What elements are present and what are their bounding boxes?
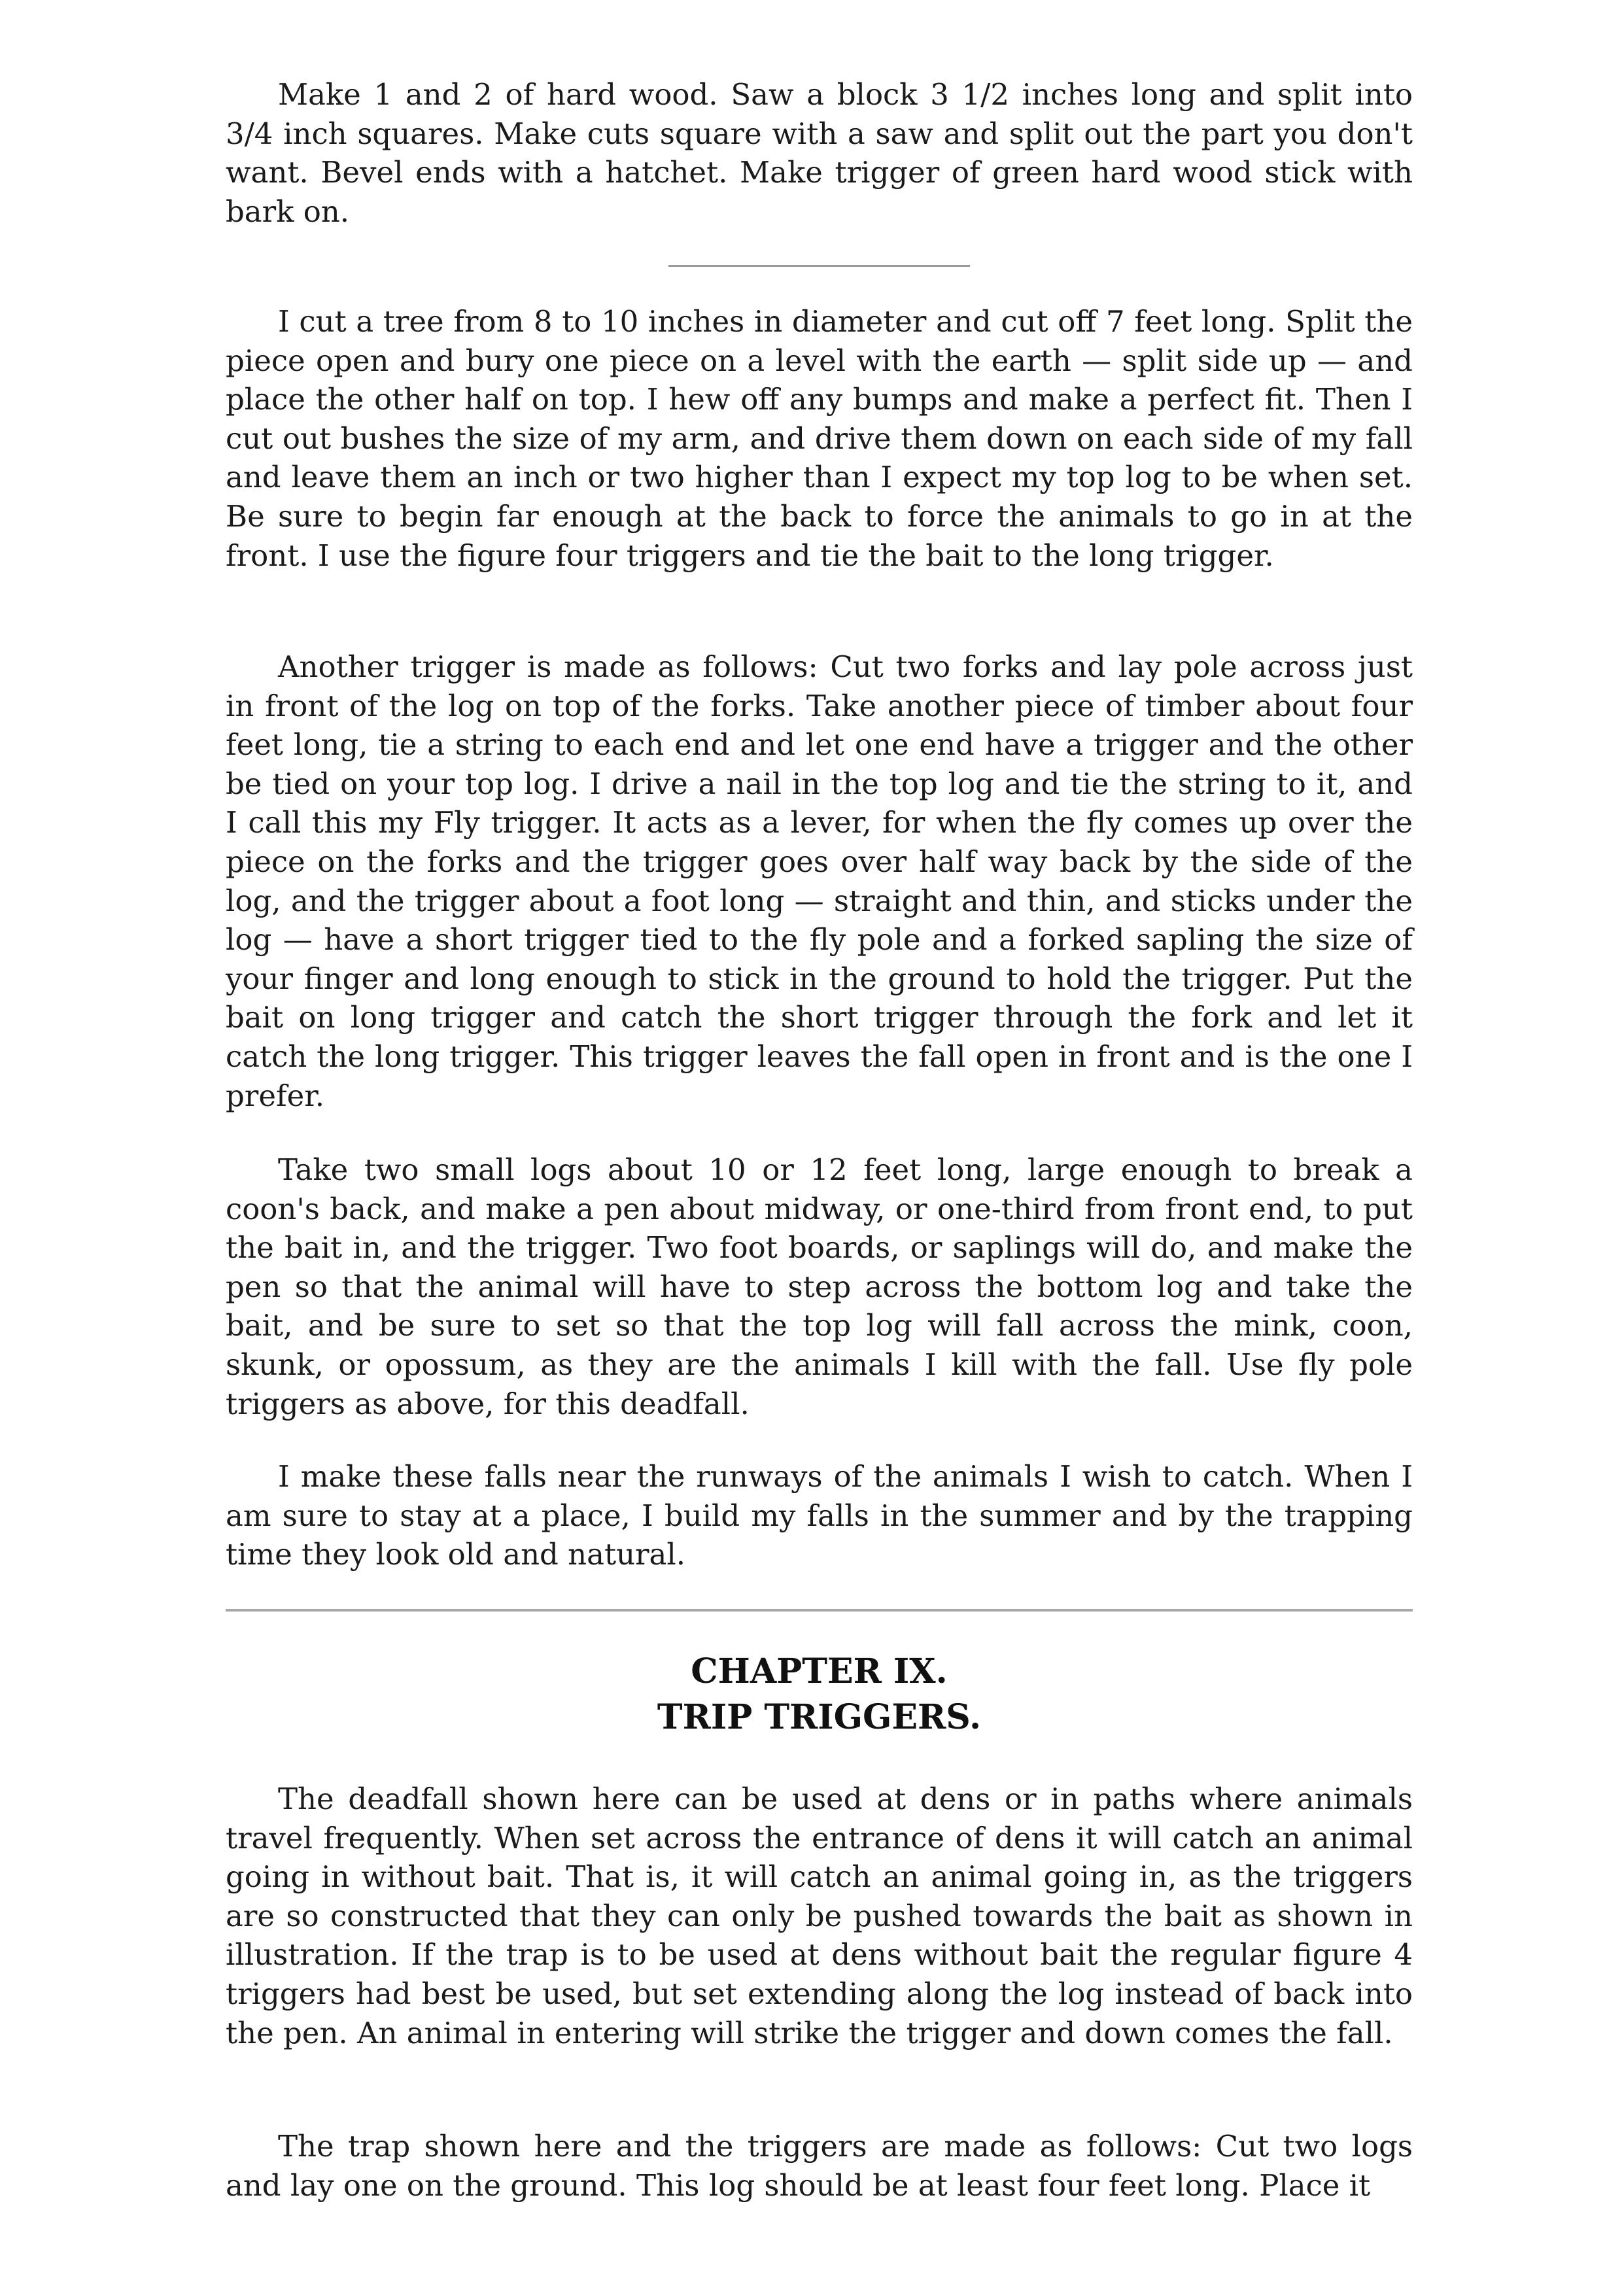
- section-divider-short: [668, 265, 970, 267]
- paragraph-trigger-making: Make 1 and 2 of hard wood. Saw a block 3 1/2 inches long and split into 3/4 inch squares. Make cuts square with a saw and split out the part you don't want. Bevel ends with a hatchet. Make trigger of green hard wood stick with bark on.: [226, 77, 1413, 229]
- paragraph-trap-construction: The trap shown here and the triggers are made as follows: Cut two logs and lay one on the ground. This log should be at least four feet long. Place it: [226, 2129, 1413, 2203]
- chapter-divider: [226, 1609, 1413, 1612]
- paragraph-runways: I make these falls near the runways of the animals I wish to catch. When I am sure to stay at a place, I build my falls in the summer and by the trapping time they look old and natural.: [226, 1459, 1413, 1572]
- paragraph-fly-trigger: Another trigger is made as follows: Cut two forks and lay pole across just in front of the log on top of the forks. Take another piece of timber about four feet long, tie a string to each end and let one end have a trigger and the other be tied on your top log. I drive a nail in the top log and tie the string to it, and I call this my Fly trigger. It acts as a lever, for when the fly comes up over the piece on the forks and the trigger goes over half way back by the side of the log, and the trigger about a foot long — straight and thin, and sticks under the log — have a short trigger tied to the fly pole and a forked sapling the size of your finger and long enough to stick in the ground to hold the trigger. Put the bait on long trigger and catch the short trigger through the fork and let it catch the long trigger. This trigger leaves the fall open in front and is the one I prefer.: [226, 649, 1413, 1113]
- paragraph-deadfall-dens: The deadfall shown here can be used at dens or in paths where animals travel frequently. When set across the entrance of dens it will catch an animal going in without bait. That is, it will catch an animal going in, as the triggers are so constructed that they can only be pushed towards the bait as shown in illustration. If the trap is to be used at dens without bait the regular figure 4 triggers had best be used, but set extending along the log instead of back into the pen. An animal in entering will strike the trigger and down comes the fall.: [226, 1782, 1413, 2050]
- chapter-heading: [226, 1649, 1413, 1740]
- chapter-number: CHAPTER IX.: [691, 1651, 948, 1691]
- paragraph-small-logs: Take two small logs about 10 or 12 feet long, large enough to break a coon's back, and make a pen about midway, or one-third from front end, to put the bait in, and the trigger. Two foot boards, or saplings will do, and make the pen so that the animal will have to step across the bottom log and take the bait, and be sure to set so that the top log will fall across the mink, coon, skunk, or opossum, as they are the animals I kill with the fall. Use fly pole triggers as above, for this deadfall.: [226, 1152, 1413, 1421]
- paragraph-log-fall: I cut a tree from 8 to 10 inches in diameter and cut off 7 feet long. Split the piece open and bury one piece on a level with the earth — split side up — and place the other half on top. I hew off any bumps and make a perfect fit. Then I cut out bushes the size of my arm, and drive them down on each side of my fall and leave them an inch or two higher than I expect my top log to be when set. Be sure to begin far enough at the back to force the animals to go in at the front. I use the figure four triggers and tie the bait to the long trigger.: [226, 304, 1413, 573]
- chapter-title: TRIP TRIGGERS.: [657, 1697, 982, 1737]
